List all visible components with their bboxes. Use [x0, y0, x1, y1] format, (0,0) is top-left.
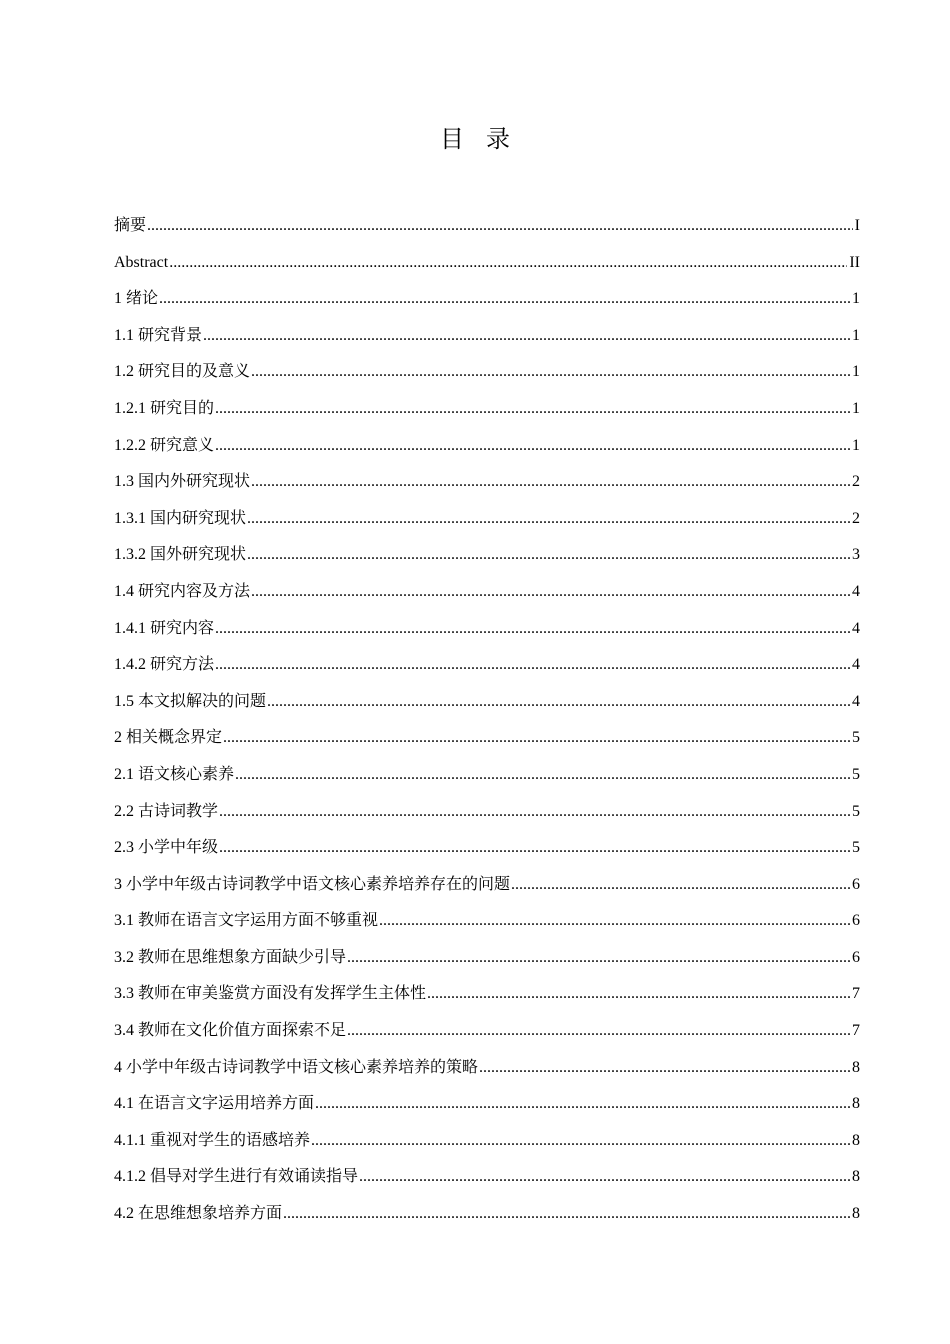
toc-entry-title: 4.1.1 重视对学生的语感培养 — [114, 1131, 311, 1149]
toc-entry[interactable] — [114, 1196, 860, 1233]
toc-entry-page-number: 4 — [852, 656, 860, 674]
toc-entry-title: 3 小学中年级古诗词教学中语文核心素养培养存在的问题 — [114, 875, 511, 893]
toc-entry-page-number: 1 — [852, 363, 860, 381]
toc-dot-leader — [359, 1159, 850, 1195]
toc-dot-leader — [215, 428, 850, 464]
toc-entry-page-number: I — [854, 217, 860, 234]
toc-entry-title: 2.1 语文核心素养 — [114, 765, 235, 783]
toc-entry-page-number: 8 — [852, 1205, 860, 1223]
toc-entry-page-number: 5 — [852, 802, 860, 820]
toc-entry-title: 4 小学中年级古诗词教学中语文核心素养培养的策略 — [114, 1058, 479, 1076]
toc-dot-leader — [251, 464, 850, 500]
toc-entry-title: 1.4 研究内容及方法 — [114, 582, 251, 600]
toc-entry-page-number: 5 — [852, 839, 860, 857]
toc-dot-leader — [215, 647, 850, 683]
toc-entry-page-number: 6 — [852, 912, 860, 930]
toc-entry-page-number: 8 — [852, 1168, 860, 1186]
toc-title-char-2: 录 — [486, 127, 510, 153]
toc-entry-page-number: 3 — [852, 546, 860, 564]
toc-entry-title: 2.2 古诗词教学 — [114, 802, 219, 820]
toc-entry-page-number: 4 — [852, 619, 860, 637]
toc-entry[interactable] — [114, 354, 860, 391]
toc-dot-leader — [479, 1050, 850, 1086]
toc-entry-title: 3.4 教师在文化价值方面探索不足 — [114, 1022, 347, 1040]
toc-entry-title: Abstract — [114, 253, 169, 271]
toc-entry-title: 1.3.2 国外研究现状 — [114, 546, 247, 564]
toc-entry[interactable] — [114, 976, 860, 1013]
toc-entry[interactable] — [114, 720, 860, 757]
toc-entry[interactable] — [114, 830, 860, 867]
toc-entry[interactable] — [114, 574, 860, 611]
toc-entry-page-number: II — [849, 253, 860, 271]
toc-dot-leader — [159, 281, 850, 317]
toc-entry[interactable] — [114, 903, 860, 940]
toc-dot-leader — [235, 757, 850, 793]
toc-entry-title: 1.5 本文拟解决的问题 — [114, 692, 267, 710]
toc-entry[interactable] — [114, 1050, 860, 1087]
toc-entry[interactable] — [114, 1159, 860, 1196]
toc-entry[interactable] — [114, 867, 860, 904]
toc-entry-page-number: 7 — [852, 1022, 860, 1040]
toc-entry[interactable] — [114, 428, 860, 465]
toc-entry-title: 3.1 教师在语言文字运用方面不够重视 — [114, 912, 379, 930]
toc-entry-page-number: 1 — [852, 290, 860, 308]
toc-entry-title: 3.2 教师在思维想象方面缺少引导 — [114, 948, 347, 966]
toc-dot-leader — [379, 903, 850, 939]
toc-entry-page-number: 1 — [852, 436, 860, 454]
toc-entry-page-number: 1 — [852, 399, 860, 417]
toc-dot-leader — [215, 391, 850, 427]
toc-entry-title: 1.4.1 研究内容 — [114, 619, 215, 637]
toc-entry-title: 1.3.1 国内研究现状 — [114, 509, 247, 527]
toc-dot-leader — [147, 208, 853, 244]
toc-dot-leader — [511, 867, 850, 903]
toc-dot-leader — [247, 537, 850, 573]
toc-entry-page-number: 8 — [852, 1058, 860, 1076]
toc-entry[interactable] — [114, 757, 860, 794]
toc-entry-page-number: 6 — [852, 948, 860, 966]
toc-entry-title: 1 绪论 — [114, 290, 159, 308]
toc-dot-leader — [315, 1086, 850, 1122]
toc-dot-leader — [247, 501, 850, 537]
toc-entry-title: 3.3 教师在审美鉴赏方面没有发挥学生主体性 — [114, 985, 427, 1003]
toc-entry[interactable] — [114, 281, 860, 318]
toc-entry-page-number: 4 — [852, 692, 860, 710]
toc-dot-leader — [283, 1196, 850, 1232]
toc-entry-title: 1.2 研究目的及意义 — [114, 363, 251, 381]
toc-dot-leader — [219, 830, 850, 866]
toc-entry[interactable] — [114, 1013, 860, 1050]
toc-entry[interactable] — [114, 647, 860, 684]
toc-entry-title: 4.2 在思维想象培养方面 — [114, 1205, 283, 1223]
toc-entry[interactable] — [114, 794, 860, 831]
toc-entry-title: 摘要 — [114, 217, 147, 234]
toc-entry-page-number: 1 — [852, 326, 860, 344]
toc-entry-title: 4.1 在语言文字运用培养方面 — [114, 1095, 315, 1113]
toc-title-char-1: 目 — [440, 127, 464, 153]
toc-entry[interactable] — [114, 940, 860, 977]
toc-entry-title: 1.4.2 研究方法 — [114, 656, 215, 674]
toc-entry-title: 4.1.2 倡导对学生进行有效诵读指导 — [114, 1168, 359, 1186]
toc-entry-page-number: 4 — [852, 582, 860, 600]
toc-dot-leader — [219, 794, 850, 830]
toc-dot-leader — [169, 245, 847, 281]
toc-title — [0, 124, 950, 156]
toc-entry-page-number: 2 — [852, 473, 860, 491]
toc-dot-leader — [215, 611, 850, 647]
toc-entry-title: 1.1 研究背景 — [114, 326, 203, 344]
toc-entry-title: 1.2.2 研究意义 — [114, 436, 215, 454]
toc-entry-page-number: 7 — [852, 985, 860, 1003]
toc-dot-leader — [251, 354, 850, 390]
toc-entry[interactable] — [114, 464, 860, 501]
toc-dot-leader — [311, 1123, 850, 1159]
toc-entry-page-number: 2 — [852, 509, 860, 527]
toc-entry[interactable] — [114, 245, 860, 282]
toc-entry-page-number: 5 — [852, 729, 860, 747]
toc-entry[interactable] — [114, 537, 860, 574]
toc-dot-leader — [347, 1013, 850, 1049]
toc-entry-page-number: 5 — [852, 765, 860, 783]
toc-entry[interactable] — [114, 391, 860, 428]
toc-entry-page-number: 6 — [852, 875, 860, 893]
toc-entry-page-number: 8 — [852, 1095, 860, 1113]
toc-dot-leader — [267, 684, 850, 720]
toc-entry[interactable] — [114, 318, 860, 355]
toc-dot-leader — [223, 720, 850, 756]
toc-dot-leader — [427, 976, 850, 1012]
toc-entry[interactable] — [114, 1123, 860, 1160]
toc-entry-page-number: 8 — [852, 1131, 860, 1149]
toc-entry[interactable] — [114, 1086, 860, 1123]
toc-entry-title: 1.2.1 研究目的 — [114, 399, 215, 417]
toc-dot-leader — [203, 318, 850, 354]
toc-entry[interactable] — [114, 684, 860, 721]
toc-entry-title: 1.3 国内外研究现状 — [114, 473, 251, 491]
toc-list — [114, 208, 860, 1233]
toc-entry[interactable] — [114, 501, 860, 538]
toc-entry-title: 2 相关概念界定 — [114, 729, 223, 747]
toc-dot-leader — [251, 574, 850, 610]
toc-dot-leader — [347, 940, 850, 976]
toc-entry-title: 2.3 小学中年级 — [114, 839, 219, 857]
toc-entry[interactable] — [114, 208, 860, 245]
toc-entry[interactable] — [114, 611, 860, 648]
